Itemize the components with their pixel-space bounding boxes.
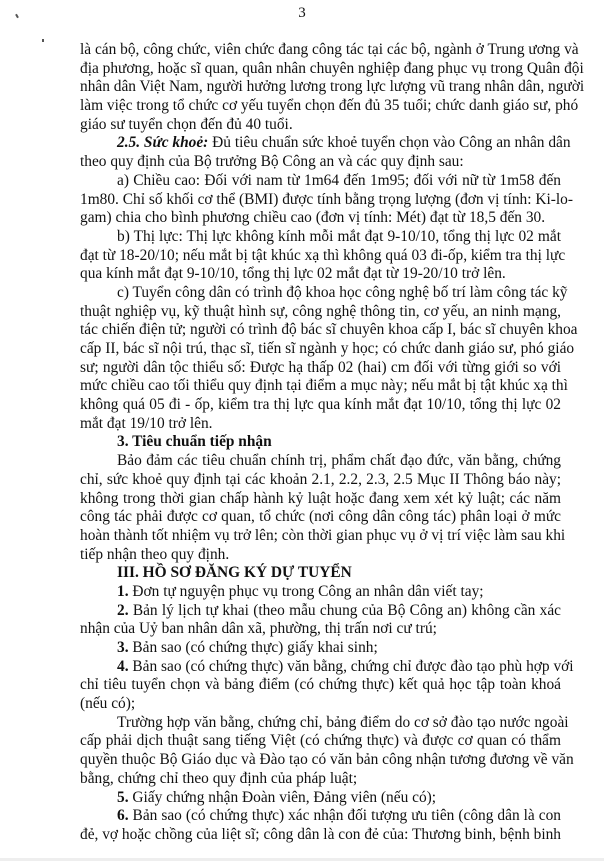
text-line <box>80 695 561 714</box>
text-line <box>80 41 579 60</box>
line-text: Giấy chứng nhận Đoàn viên, Đảng viên (nếu có); <box>128 788 437 806</box>
text-line <box>80 490 561 509</box>
line-text: hoàn thành tốt nhiệm vụ trở lên; còn thời gian phục vụ ở vị trí việc làm sau khi <box>80 526 566 544</box>
paragraph <box>80 134 571 171</box>
text-line <box>80 190 573 210</box>
paragraph <box>80 789 561 808</box>
text-line <box>80 78 585 97</box>
text-line <box>80 546 561 565</box>
text-line <box>80 321 578 340</box>
paragraph <box>80 41 585 134</box>
line-text: chỉ, sức khoẻ quy định tại các khoản 2.1, 2.2, 2.3, 2.5 Mục II Thông báo này; <box>80 470 561 488</box>
document-body <box>80 41 585 845</box>
text-line <box>80 396 561 415</box>
section-heading: 3. Tiêu chuẩn tiếp nhận <box>117 433 272 451</box>
line-text: 1m80. Chỉ số khối cơ thể (BMI) được tính bằng trọng lượng (đơn vị tính: Ki-lo- <box>80 190 573 208</box>
line-text: đẻ, vợ hoặc chồng của liệt sĩ; công dân là con đẻ của: Thương binh, bệnh binh <box>80 825 561 843</box>
line-text: mắt đạt 19/10 trở lên. <box>80 414 213 432</box>
text-line <box>80 116 561 135</box>
line-text: cấp phải dịch thuật sang tiếng Việt (có chứng thực) và được cơ quan có thẩm <box>80 732 561 750</box>
item-label: 3. <box>117 639 129 656</box>
text-line <box>80 807 561 826</box>
text-line <box>80 452 561 471</box>
text-line <box>80 789 561 808</box>
scan-speck <box>42 39 44 42</box>
line-text: không trong thời gian chấp hành kỷ luật hoặc đang xem xét kỷ luật; các năm <box>80 489 561 507</box>
text-line <box>80 826 561 845</box>
text-line <box>80 153 561 172</box>
paragraph <box>80 227 566 284</box>
text-line <box>80 602 561 621</box>
item-label: 1. <box>117 582 129 600</box>
line-text: tiếp nhận theo quy định. <box>80 545 230 563</box>
line-text: gam) chia cho bình phương chiều cao (đơn vị tính: Mét) đạt từ 18,5 đến 30. <box>80 209 546 227</box>
line-text: nhận của Uỷ ban nhân dân xã, phường, thị trấn nơi cư trú; <box>80 620 437 638</box>
paragraph <box>80 713 574 789</box>
text-line <box>80 228 561 247</box>
text-line <box>80 751 574 770</box>
paragraph <box>80 602 561 639</box>
text-line <box>80 209 561 228</box>
text-line <box>80 639 561 658</box>
line-text: địa phương, hoặc sĩ quan, quân nhân chuyên nghiệp đang phục vụ trong Quân đội <box>80 59 584 77</box>
paragraph <box>80 657 574 714</box>
paragraph <box>80 583 561 602</box>
line-text: làm việc trong tổ chức cơ yếu tuyển chọn đến đủ 35 tuổi; chức danh giáo sư, phó <box>80 97 579 115</box>
line-text: Đủ tiêu chuẩn sức khoẻ tuyển chọn vào Công an nhân dân <box>208 134 571 152</box>
page-number: 3 <box>298 5 306 21</box>
text-line <box>80 283 568 303</box>
line-text: c) Tuyển công dân có trình độ khoa học công nghệ bố trí làm công tác kỹ <box>117 283 568 301</box>
line-text: b) Thị lực: Thị lực không kính mỗi mắt đạt 9-10/10, tổng thị lực 02 mắt <box>117 227 561 245</box>
text-line <box>80 265 561 284</box>
line-text: qua kính mắt đạt 9-10/10, tổng thị lực 02 mắt đạt từ 19-20/10 trở lên. <box>80 265 506 283</box>
text-line <box>80 770 561 789</box>
line-text: không quá 05 đi - ốp, kiểm tra thị lực qua kính mắt đạt 10/10, tổng thị lực 02 <box>80 396 561 414</box>
text-line <box>80 172 561 191</box>
line-text: tác chiến điện tử; người có trình độ bác sĩ chuyên khoa cấp I, bác sĩ chuyên khoa <box>80 321 578 339</box>
item-label: 2. <box>117 601 129 619</box>
paragraph <box>80 283 578 434</box>
line-text: Bảo đảm các tiêu chuẩn chính trị, phẩm chất đạo đức, văn bằng, chứng <box>117 452 561 470</box>
line-text: theo quy định của Bộ trưởng Bộ Công an và các quy định sau: <box>80 153 464 171</box>
paragraph <box>80 807 561 844</box>
line-text: Bản lý lịch tự khai (theo mẫu chung của Bộ Công an) không cần xác <box>128 601 561 619</box>
line-text: chỉ tiêu tuyển chọn và bảng điểm (có chứng thực) kết quả học tập toàn khoá <box>80 676 561 694</box>
text-line <box>80 377 568 396</box>
line-text: Trường hợp văn bằng, chứng chỉ, bảng điểm do cơ sở đào tạo nước ngoài <box>117 713 569 731</box>
item-label: 5. <box>117 788 129 806</box>
text-line <box>80 471 561 490</box>
line-text: bằng, chứng chỉ theo quy định của pháp luật; <box>80 769 358 787</box>
line-text: Đơn tự nguyện phục vụ trong Công an nhân dân viết tay; <box>128 582 484 600</box>
text-line <box>80 433 561 452</box>
line-text: Bản sao (có chứng thực) xác nhận đối tượng ưu tiên (công dân là con <box>128 807 561 825</box>
text-line <box>80 508 561 527</box>
paragraph <box>80 564 561 583</box>
line-text: công tác phải được cơ quan, tổ chức (nơi công dân công tác) phân loại ở mức <box>80 508 561 526</box>
text-line <box>80 526 566 546</box>
text-line <box>80 246 566 266</box>
section-heading: III. HỒ SƠ ĐĂNG KÝ DỰ TUYỂN <box>117 564 352 582</box>
line-text: cấp II, bác sĩ nội trú, thạc sĩ, tiến sĩ ngành y học; có chức danh giáo sư, phó giáo <box>80 340 575 357</box>
text-line <box>80 303 561 322</box>
line-text: Bản sao (có chứng thực) giấy khai sinh; <box>128 639 378 656</box>
line-text: thuật nghiệp vụ, kỹ thuật hình sự, công nghệ thông tin, cơ yếu, an ninh mạng, <box>80 302 561 320</box>
text-line <box>80 415 561 434</box>
text-line <box>80 97 579 116</box>
line-text: (nếu có); <box>80 695 136 713</box>
item-label: 6. <box>117 807 129 825</box>
text-line <box>80 657 574 677</box>
line-text: a) Chiều cao: Đối với nam từ 1m64 đến 1m95; đối với nữ từ 1m58 đến <box>117 171 561 189</box>
text-line <box>80 59 584 79</box>
paragraph <box>80 171 573 228</box>
line-text: nhân dân Việt Nam, người hưởng lương trong lực lượng vũ trang nhân dân, người <box>80 78 585 96</box>
text-line <box>80 134 571 153</box>
line-text: Bản sao (có chứng thực) văn bằng, chứng chỉ được đào tạo phù hợp với <box>128 657 574 675</box>
item-label: 2.5. Sức khoẻ: <box>117 134 209 152</box>
line-text: mức chiều cao tối thiểu quy định tại điểm a mục này; nếu mắt bị tật khúc xạ thì <box>80 377 568 395</box>
text-line <box>80 340 575 359</box>
line-text: đạt từ 18-20/10; nếu mắt bị tật khúc xạ thì không quá 03 đi-ốp, kiểm tra thị lực <box>80 246 566 264</box>
line-text: là cán bộ, công chức, viên chức đang công tác tại các bộ, ngành ở Trung ương và <box>80 41 579 58</box>
text-line <box>80 732 561 751</box>
text-line <box>80 713 569 733</box>
paragraph <box>80 639 561 658</box>
paragraph <box>80 433 561 452</box>
paragraph <box>80 452 566 564</box>
text-line <box>80 620 561 639</box>
text-line <box>80 564 561 583</box>
item-label: 4. <box>117 657 129 675</box>
text-line <box>80 676 561 695</box>
text-line <box>80 359 561 378</box>
line-text: giáo sư tuyển chọn đến đủ 40 tuổi. <box>80 115 293 133</box>
text-line <box>80 583 561 602</box>
line-text: sư; người dân tộc thiểu số: Được hạ thấp 02 (hai) cm đối với từng giới so với <box>80 358 561 376</box>
line-text: quyền thuộc Bộ Giáo dục và Đào tạo có văn bản công nhận tương đương về văn <box>80 751 574 769</box>
